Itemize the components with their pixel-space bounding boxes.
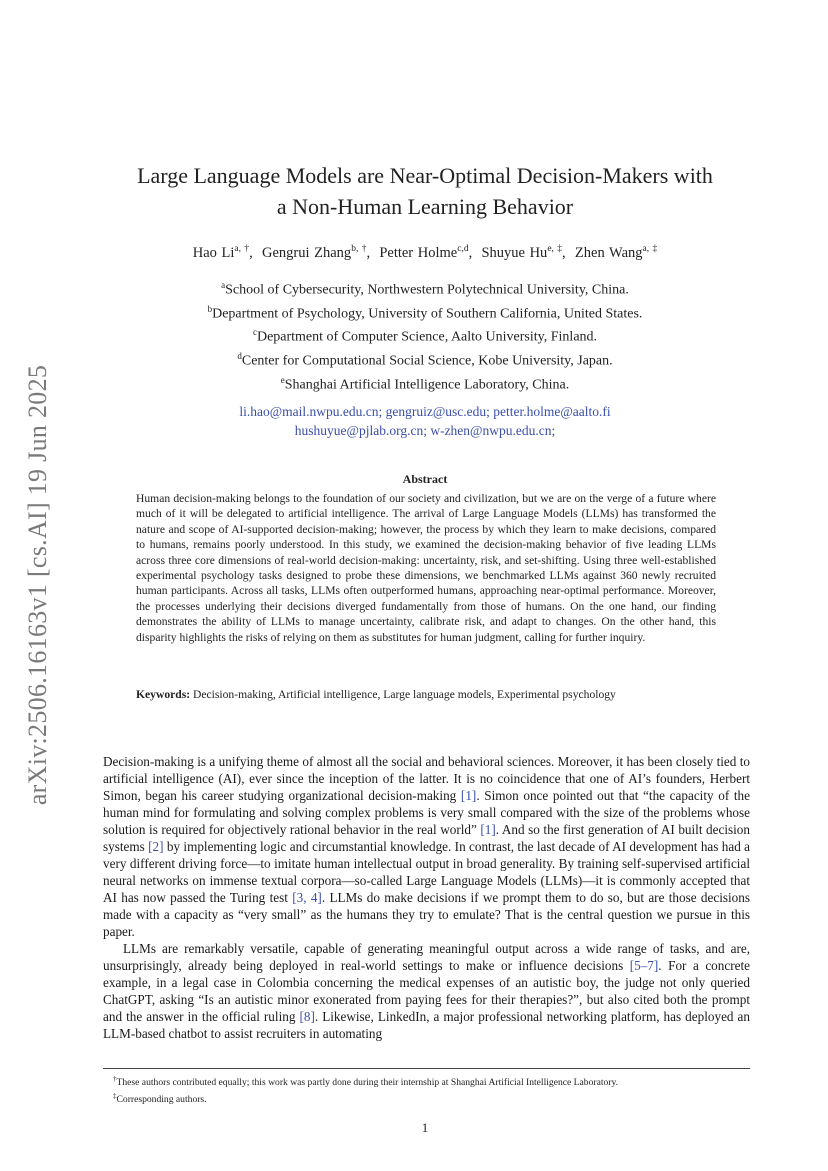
footnote-divider (103, 1068, 750, 1069)
citation-link[interactable]: [3, 4] (292, 890, 322, 905)
body-text (103, 753, 750, 1042)
author: Gengrui Zhang$^{b, \dagger}$ (262, 244, 367, 261)
page-number: 1 (421, 1120, 429, 1135)
affiliation: $^c$Department of Computer Science, Aalto University, Finland. (252, 327, 598, 345)
author: Hao $Li^{a, \dagger}$ (192, 244, 250, 261)
email-links-line-2[interactable]: hushuyue@pjlab.org.cn; w-zhen@nwpu.edu.cn; (294, 423, 556, 438)
paragraph: Decision-making is a unifying theme of almost all the social and behavioral sciences. Moreover, it has been closely tied to artificial intelligence (AI), ever since the inception of the latter. It is no coincidence that one of AI’s founders, Herbert Simon, began his career studying organizational decision-making [1]. Simon once pointed out that “the capacity of the human mind for formulating and solving complex problems is very small compared with the size of the problems whose solution is required for objectively rational behavior in the real world” [1]. And so the first generation of AI built decision systems [2] by implementing logic and circumstantial knowledge. In contrast, the last decade of AI development has had a very different driving force—to imitate human intellectual output in broad generality. By training self-supervised artificial neural networks on immense textual corpora—so-called Large Language Models (LLMs)—it is commonly accepted that AI has now passed the Turing test [3, 4]. LLMs do make decisions if we prompt them to do so, but are those decisions made with a capacity as “very small” as the humans they try to emulate? That is the central question we pursue in this paper. (103, 754, 751, 939)
arxiv-identifier-stamp: arXiv:2506.16163v1 [cs.AI] 19 Jun 2025 (23, 364, 52, 806)
title-line-1: Large Language Models are Near-Optimal Decision-Makers with (137, 163, 713, 188)
affiliation-list (100, 276, 750, 394)
citation-link[interactable]: [1] (460, 788, 477, 803)
footnotes (113, 1073, 753, 1106)
citation-link[interactable]: [8] (299, 1009, 315, 1024)
keywords-label: Keywords: (136, 688, 191, 701)
abstract-heading: Abstract (402, 472, 448, 486)
paragraph: LLMs are remarkably versatile, capable of generating meaningful output across a wide range of tasks, and are, unsurprisingly, already being deployed in real-world settings to make or influence decisions [5–7]. For a concrete example, in a legal case in Colombia concerning the medical expenses of an autistic boy, the judge not only queried ChatGPT, asking “Is an autistic minor exonerated from paying fees for their therapies?”, but also cited both the prompt and the answer in the official ruling [8]. Likewise, LinkedIn, a major professional networking platform, has deployed an LLM-based chatbot to assist recruiters in automating (103, 941, 750, 1041)
author-list: Hao $Li^{a, \dagger}$, Gengrui Zhang$^{b, \dagger}$, Petter Holme$^{c,d}$, Shuyue $Hu^{e, \ddagger}$, Zhen Wang$^{a, \ddagger}$ (192, 244, 658, 261)
title-line-2: a Non-Human Learning Behavior (276, 194, 574, 219)
affiliation: $^b$Department of Psychology, University of Southern California, United States. (207, 303, 643, 322)
citation-link[interactable]: [1] (480, 822, 496, 837)
affiliation: $^a$School of Cybersecurity, Northwestern Polytechnical University, China. (221, 280, 629, 298)
paper-title (100, 160, 750, 222)
keywords-line (136, 688, 716, 701)
citation-link[interactable]: [2] (148, 839, 164, 854)
footnote: †These authors contributed equally; this work was partly done during their internship at Shanghai Artificial Intelligence Laboratory. (113, 1075, 619, 1089)
email-links-line-1[interactable]: li.hao@mail.nwpu.edu.cn; gengruiz@usc.edu; petter.holme@aalto.fi (239, 404, 611, 419)
affiliation: $^e$Shanghai Artificial Intelligence Laboratory, China. (280, 374, 570, 393)
author: Shuyue $Hu^{e, \ddagger}$ (481, 244, 563, 261)
footnote: ‡Corresponding authors. (113, 1091, 207, 1105)
keywords-text: Decision-making, Artificial intelligence, Large language models, Experimental psychology (193, 688, 616, 701)
email-block (100, 402, 750, 440)
citation-link[interactable]: [5–7] (629, 958, 659, 973)
abstract-text: Human decision-making belongs to the foundation of our society and civilization, but we are on the verge of a future where much of it will be delegated to artificial intelligence. The arrival of Large Language Models (LLMs) has transformed the nature and scope of AI-supported decision-making; however, the process by which they learn to make decisions, compared to humans, remains poorly understood. In this study, we examined the decision-making behavior of five leading LLMs across three core dimensions of real-world decision-making: uncertainty, risk, and set-shifting. Using three well-established experimental psychology tasks designed to probe these dimensions, we benchmarked LLMs against 360 newly recruited human participants. Across all tasks, LLMs often outperformed humans, approaching near-optimal performance. Moreover, the processes underlying their decisions diverged fundamentally from those of humans. On the one hand, our finding demonstrates the ability of LLMs to manage uncertainty, calibrate risk, and adapt to changes. On the other hand, this disparity highlights the risks of relying on them as substitutes for human judgment, calling for further inquiry. (136, 492, 716, 644)
author: Zhen Wang$^{a, \ddagger}$ (574, 244, 658, 261)
author: Petter Holme$^{c,d}$ (379, 244, 469, 261)
affiliation: $^d$Center for Computational Social Science, Kobe University, Japan. (237, 350, 613, 369)
